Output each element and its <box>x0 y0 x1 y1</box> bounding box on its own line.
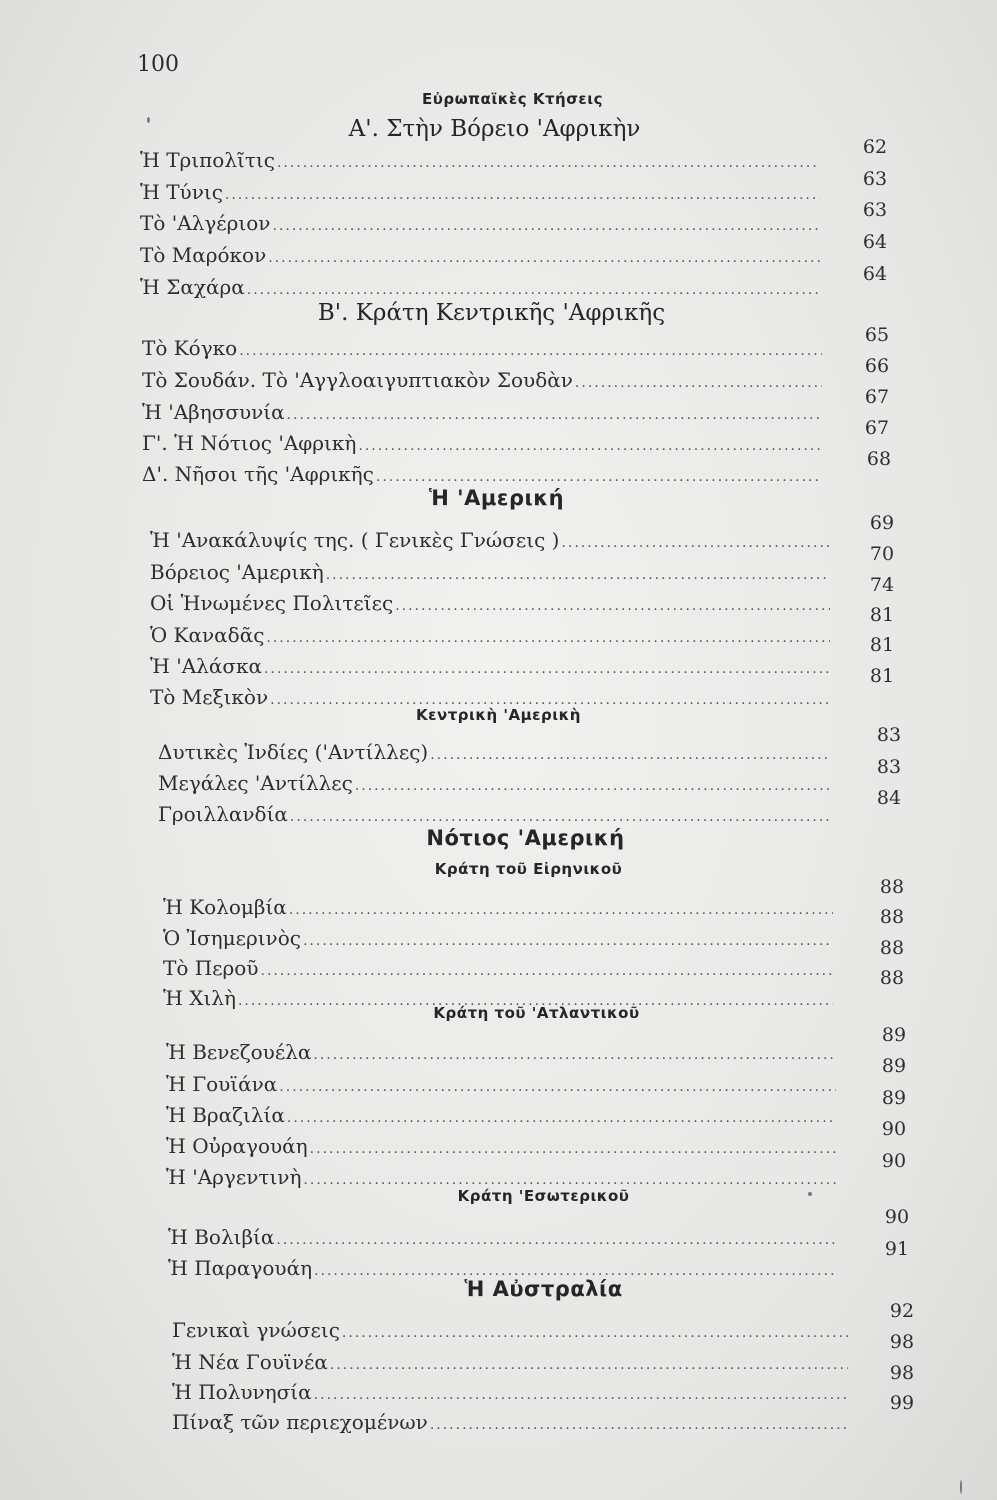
toc-page-number: 62 <box>862 136 888 158</box>
toc-page-number: 98 <box>889 1362 915 1384</box>
section-heading-australia: Ἡ Αὐστραλία <box>464 1277 623 1301</box>
toc-entry <box>142 431 822 461</box>
toc-entry-label: Ἡ Οὐραγουάη <box>166 1134 308 1158</box>
toc-entry <box>163 956 833 986</box>
toc-entry <box>168 1225 838 1255</box>
toc-entry-label: Ἡ 'Αργεντινὴ <box>166 1165 302 1189</box>
scan-speck <box>147 117 150 123</box>
toc-entry-label: Τὸ Μεξικὸν <box>150 685 269 709</box>
scan-speck <box>808 1192 812 1196</box>
toc-entry-label: Ἡ 'Αλάσκα <box>150 654 262 678</box>
leader-dots <box>279 1079 836 1095</box>
leader-dots <box>430 1417 848 1433</box>
leader-dots <box>313 1047 836 1063</box>
toc-entry <box>140 180 820 210</box>
leader-dots <box>303 1172 836 1188</box>
toc-entry-label: Οἱ Ἡνωμένες Πολιτεῖες <box>150 591 394 615</box>
section-heading-central-america: Κεντρικὴ 'Αμερικὴ <box>416 706 581 724</box>
toc-page-number: 88 <box>879 937 905 959</box>
toc-entry <box>142 336 822 366</box>
toc-entry-label: Ἡ Γουϊάνα <box>166 1072 278 1096</box>
toc-page-number: 64 <box>862 263 888 285</box>
toc-entry <box>163 926 833 956</box>
toc-page-number: 66 <box>864 355 890 377</box>
toc-page-number: 89 <box>881 1087 907 1109</box>
leader-dots <box>355 778 830 794</box>
toc-entry-label: Ἡ Νέα Γουϊνέα <box>172 1350 328 1374</box>
toc-entry-label: Τὸ Κόγκο <box>142 336 238 360</box>
toc-page-number: 88 <box>879 876 905 898</box>
toc-page-number: 67 <box>864 417 890 439</box>
leader-dots <box>326 567 830 583</box>
toc-entry-label: Δυτικὲς Ἰνδίες ('Αντίλλες) <box>158 740 429 764</box>
section-heading-atlantic-states: Κράτη τοῦ 'Ατλαντικοῦ <box>433 1004 640 1022</box>
section-heading-america: Ἡ 'Αμερική <box>428 486 565 510</box>
leader-dots <box>287 407 822 423</box>
toc-entry-label: Δ'. Νῆσοι τῆς 'Αφρικῆς <box>142 462 374 486</box>
scan-speck <box>960 1480 962 1494</box>
toc-entry <box>150 591 830 621</box>
toc-page-number: 65 <box>864 324 890 346</box>
leader-dots <box>268 250 820 266</box>
toc-entry <box>140 211 820 241</box>
toc-entry-label: Ἡ Παραγουάη <box>168 1256 313 1280</box>
toc-entry-label: Γενικαὶ γνώσεις <box>172 1318 340 1342</box>
toc-page-number: 81 <box>869 634 895 656</box>
leader-dots <box>247 282 820 298</box>
toc-entry-label: Ἡ Βραζιλία <box>166 1103 285 1127</box>
section-heading-central-africa: Β'. Κράτη Κεντρικῆς 'Αφρικῆς <box>317 300 666 326</box>
toc-entry <box>150 685 830 715</box>
toc-entry <box>150 654 830 684</box>
toc-entry <box>166 1134 836 1164</box>
toc-page-number: 90 <box>881 1118 907 1140</box>
toc-entry <box>166 1165 836 1195</box>
toc-entry-label: Ἡ 'Ανακάλυψίς της. ( Γενικὲς Γνώσεις ) <box>150 528 560 552</box>
section-heading-north-africa: Α'. Στὴν Βόρειο 'Αφρικὴν <box>348 116 641 142</box>
toc-entry <box>168 1256 838 1286</box>
leader-dots <box>395 598 830 614</box>
toc-page-number: 81 <box>869 665 895 687</box>
toc-entry-label: Ἡ Σαχάρα <box>140 275 245 299</box>
toc-entry <box>166 1072 836 1102</box>
toc-entry <box>163 986 833 1016</box>
toc-entry-label: Ἡ Τριπολῖτις <box>140 148 275 172</box>
toc-entry-label: Γ'. Ἡ Νότιος 'Αφρικὴ <box>142 431 357 455</box>
toc-entry <box>158 740 830 770</box>
leader-dots <box>264 661 830 677</box>
toc-entry <box>172 1318 848 1348</box>
toc-entry <box>150 528 830 558</box>
leader-dots <box>430 747 830 763</box>
toc-page-number: 74 <box>869 574 895 596</box>
leader-dots <box>376 469 822 485</box>
section-heading-european-possessions: Εὐρωπαϊκὲς Κτήσεις <box>422 90 603 108</box>
toc-page-number: 88 <box>879 906 905 928</box>
toc-page-number: 67 <box>864 386 890 408</box>
leader-dots <box>272 218 820 234</box>
toc-entry-label: Γροιλλανδία <box>158 802 288 826</box>
leader-dots <box>276 1232 838 1248</box>
toc-page-number: 81 <box>869 604 895 626</box>
toc-entry <box>158 771 830 801</box>
page-number: 100 <box>137 52 179 77</box>
leader-dots <box>561 535 830 551</box>
leader-dots <box>261 963 834 979</box>
toc-entry <box>163 895 833 925</box>
toc-entry-label: Ἡ Βενεζουέλα <box>166 1040 312 1064</box>
toc-entry-label: Τὸ Περοῦ <box>163 956 259 980</box>
leader-dots <box>303 933 833 949</box>
leader-dots <box>270 692 830 708</box>
toc-entry-label: Τὸ Μαρόκον <box>140 243 267 267</box>
leader-dots <box>342 1325 848 1341</box>
toc-entry-label: Βόρειος 'Αμερικὴ <box>150 560 324 584</box>
toc-page-number: 92 <box>889 1300 915 1322</box>
toc-page-number: 91 <box>884 1238 910 1260</box>
toc-entry <box>166 1103 836 1133</box>
toc-entry <box>142 400 822 430</box>
toc-entry-label: Πίναξ τῶν περιεχομένων <box>172 1410 428 1434</box>
toc-page-number: 88 <box>879 967 905 989</box>
toc-page-number: 63 <box>862 199 888 221</box>
toc-page-number: 90 <box>881 1150 907 1172</box>
section-heading-pacific-states: Κράτη τοῦ Εἰρηνικοῦ <box>434 860 623 878</box>
toc-page-number: 70 <box>869 543 895 565</box>
toc-entry-label: Ὁ Καναδᾶς <box>150 623 265 647</box>
section-heading-south-america: Νότιος 'Αμερική <box>426 826 625 850</box>
toc-entry <box>158 802 830 832</box>
toc-page-number: 63 <box>862 168 888 190</box>
leader-dots <box>239 343 822 359</box>
toc-entry-label: Ἡ Χιλὴ <box>163 986 236 1010</box>
toc-entry-label: Ἡ Πολυνησία <box>172 1380 312 1404</box>
toc-page-number: 84 <box>876 787 902 809</box>
toc-entry <box>140 148 820 178</box>
toc-entry <box>172 1350 848 1380</box>
section-heading-interior-states: Κράτη 'Εσωτερικοῦ <box>457 1187 630 1205</box>
leader-dots <box>287 1110 836 1126</box>
toc-page-number: 83 <box>876 724 902 746</box>
toc-entry <box>140 243 820 273</box>
leader-dots <box>238 993 833 1009</box>
toc-page-number: 64 <box>862 231 888 253</box>
toc-page-number: 90 <box>884 1206 910 1228</box>
toc-entry <box>172 1410 848 1440</box>
toc-entry <box>166 1040 836 1070</box>
toc-page-number: 68 <box>866 448 892 470</box>
leader-dots <box>225 187 820 203</box>
leader-dots <box>277 155 820 171</box>
leader-dots <box>330 1357 848 1373</box>
toc-entry-label: Ἡ Τύνις <box>140 180 223 204</box>
toc-entry <box>172 1380 848 1410</box>
toc-entry <box>150 560 830 590</box>
toc-page-number: 83 <box>876 756 902 778</box>
leader-dots <box>290 809 830 825</box>
toc-entry-label: Ἡ Βολιβία <box>168 1225 275 1249</box>
toc-entry-label: Ὁ Ἰσημερινὸς <box>163 926 301 950</box>
toc-entry-label: Τὸ 'Αλγέριον <box>140 211 271 235</box>
toc-page-number: 89 <box>881 1055 907 1077</box>
leader-dots <box>266 630 830 646</box>
leader-dots <box>289 902 833 918</box>
toc-entry <box>142 368 822 398</box>
toc-page-number: 98 <box>889 1331 915 1353</box>
leader-dots <box>310 1141 836 1157</box>
toc-entry-label: Μεγάλες 'Αντίλλες <box>158 771 353 795</box>
toc-page-number: 99 <box>889 1392 915 1414</box>
toc-entry <box>140 275 820 305</box>
toc-entry <box>150 623 830 653</box>
toc-entry <box>142 462 822 492</box>
leader-dots <box>314 1263 838 1279</box>
toc-entry-label: Τὸ Σουδάν. Τὸ 'Αγγλοαιγυπτιακὸν Σουδὰν <box>142 368 573 392</box>
toc-page-number: 89 <box>881 1024 907 1046</box>
toc-entry-label: Ἡ 'Αβησσυνία <box>142 400 285 424</box>
toc-page-number: 69 <box>869 512 895 534</box>
leader-dots <box>314 1387 848 1403</box>
toc-entry-label: Ἡ Κολομβία <box>163 895 287 919</box>
leader-dots <box>575 375 822 391</box>
leader-dots <box>358 438 822 454</box>
